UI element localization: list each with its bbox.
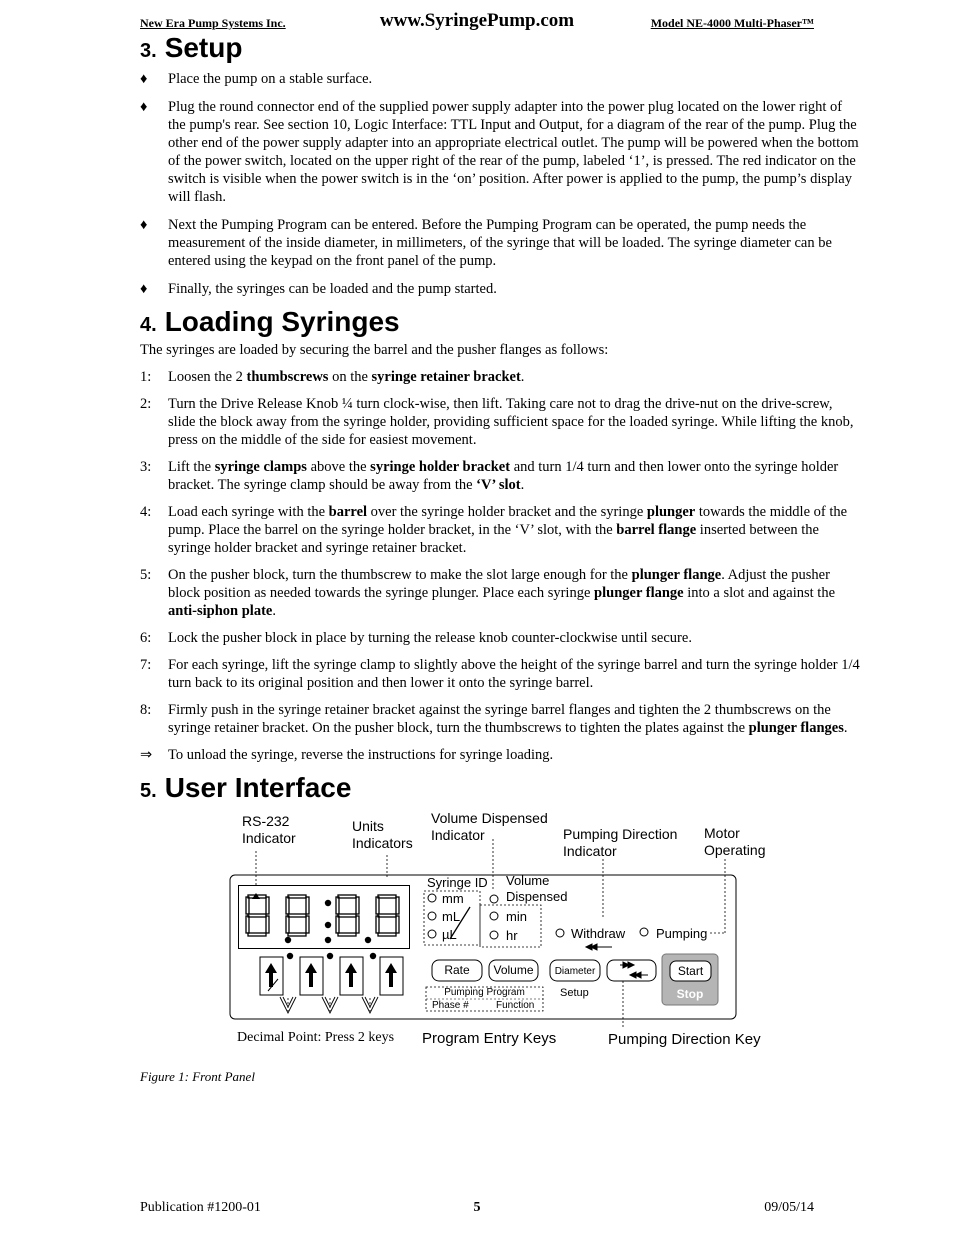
loading-intro: The syringes are loaded by securing the barrel and the pusher flanges as follows:	[140, 342, 609, 358]
stop-button[interactable]: Stop	[676, 987, 704, 1001]
decimal-callout: Decimal Point: Press 2 keys	[237, 1030, 395, 1045]
phase-label: Phase #	[432, 1000, 469, 1011]
diameter-button[interactable]: Diameter	[554, 966, 596, 977]
figure-caption: Figure 1: Front Panel	[140, 1069, 255, 1084]
loading-steps	[140, 368, 860, 746]
setup-label: Setup	[560, 987, 589, 999]
setup-bullet: ♦ Plug the round connector end of the supplied power supply adapter into the power plug located on the lower right of the pump's rear. See section 10, Logic Interface: TTL Input and Output, for a diagram of the rear of the pump. Plug the other end of the power supply adapter into an appropriate electrical outlet. The pump will be powered when the bottom of the power switch, located on the upper right of the rear of the pump, labeled ‘1’, is pressed. The red indicator on the switch is visible when the power switch is in the ‘on’ position. After power is applied to the pump, the pump’s display will flash.	[140, 99, 859, 205]
rate-button[interactable]: Rate	[444, 963, 470, 977]
volume-callout: Volume Dispensed Indicator	[431, 810, 548, 843]
motor-callout: Motor Operating	[704, 825, 766, 858]
unit-ul: µL	[442, 927, 457, 942]
website: www.SyringePump.com	[379, 10, 575, 31]
direction-key-callout: Pumping Direction Key	[608, 1031, 761, 1048]
unit-ml: mL	[442, 909, 461, 924]
setup-bullet: ♦ Place the pump on a stable surface.	[140, 71, 373, 87]
loading-step: 3: Lift the syringe clamps above the syringe holder bracket and turn 1/4 turn and then lower onto the syringe holder bracket. The syringe clamp should be away from the ‘V’ slot.	[140, 459, 839, 493]
syringe-id-label: Syringe ID	[427, 875, 488, 890]
withdraw-label: Withdraw	[571, 926, 626, 941]
setup-bullet: ♦ Next the Pumping Program can be entered. Before the Pumping Program can be operated, the pump needs the measurement of the inside diameter, in millimeters, of the syringe that will be loaded. The syringe diameter can be entered using the keypad on the front panel of the pump.	[140, 217, 832, 269]
ui-heading: 5. User Interface	[140, 772, 352, 803]
setup-bullet: ♦ Finally, the syringes can be loaded and the pump started.	[140, 281, 497, 297]
start-button[interactable]: Start	[677, 964, 704, 978]
front-panel-figure	[140, 811, 860, 1067]
loading-step: 6: Lock the pusher block in place by turning the release knob counter-clockwise until secure.	[140, 630, 692, 646]
page-number: 5	[473, 1200, 481, 1215]
display-window	[238, 885, 410, 949]
unit-mm: mm	[442, 891, 464, 906]
loading-step: 2: Turn the Drive Release Knob ¼ turn clock-wise, then lift. Taking care not to drag the drive-nut on the drive-screw, slide the block away from the syringe holder, providing sufficient space for the loaded syringe. While lifting the knob, press on the middle of the side for easiest movement.	[140, 396, 854, 448]
pumping-label: Pumping	[656, 926, 708, 941]
page-header	[140, 10, 814, 34]
function-label: Function	[496, 1000, 535, 1011]
program-keys-callout: Program Entry Keys	[422, 1030, 557, 1047]
model-name: Model NE-4000 Multi-Phaser™	[650, 16, 814, 30]
direction-button[interactable]	[607, 960, 656, 981]
direction-callout: Pumping Direction Indicator	[563, 826, 678, 859]
loading-heading: 4. Loading Syringes	[140, 306, 400, 337]
volume-button[interactable]: Volume	[493, 963, 534, 977]
unit-min: min	[506, 909, 527, 924]
loading-step: 7: For each syringe, lift the syringe clamp to slightly above the height of the syringe barrel and turn the syringe holder 1/4 turn back to its original position and then lower it onto the syringe barrel.	[140, 657, 860, 691]
publication-number: Publication #1200-01	[140, 1200, 261, 1215]
unload-note: ⇒ To unload the syringe, reverse the instructions for syringe loading.	[140, 747, 554, 763]
units-callout: Units Indicators	[352, 818, 413, 851]
pumping-program-label: Pumping Program	[444, 987, 525, 998]
loading-step: 1: Loosen the 2 thumbscrews on the syringe retainer bracket.	[140, 369, 525, 385]
page-content	[140, 32, 860, 1085]
unit-hr: hr	[506, 928, 518, 943]
volume-dispensed-label: Volume Dispensed	[506, 873, 568, 904]
loading-step: 4: Load each syringe with the barrel over the syringe holder bracket and the syringe plunger towards the middle of the pump. Place the barrel on the syringe holder bracket, in the ‘V’ slot, with the barrel flange inserted between the syringe holder bracket and syringe retainer bracket.	[140, 504, 848, 556]
rs232-callout: RS-232 Indicator	[242, 813, 296, 846]
publication-date: 09/05/14	[764, 1200, 814, 1215]
loading-step: 8: Firmly push in the syringe retainer bracket against the syringe barrel flanges and tighten the 2 thumbscrews on the syringe retainer bracket. On the pusher block, turn the thumbscrews to tighten the plates against the plunger flanges.	[140, 702, 848, 736]
company-name: New Era Pump Systems Inc.	[140, 16, 286, 30]
loading-step: 5: On the pusher block, turn the thumbscrew to make the slot large enough for the plunger flange. Adjust the pusher block position as needed towards the syringe plunger. Place each syringe plunger flange into a slot and against the anti-siphon plate.	[140, 567, 836, 619]
setup-heading: 3. Setup	[140, 32, 243, 63]
